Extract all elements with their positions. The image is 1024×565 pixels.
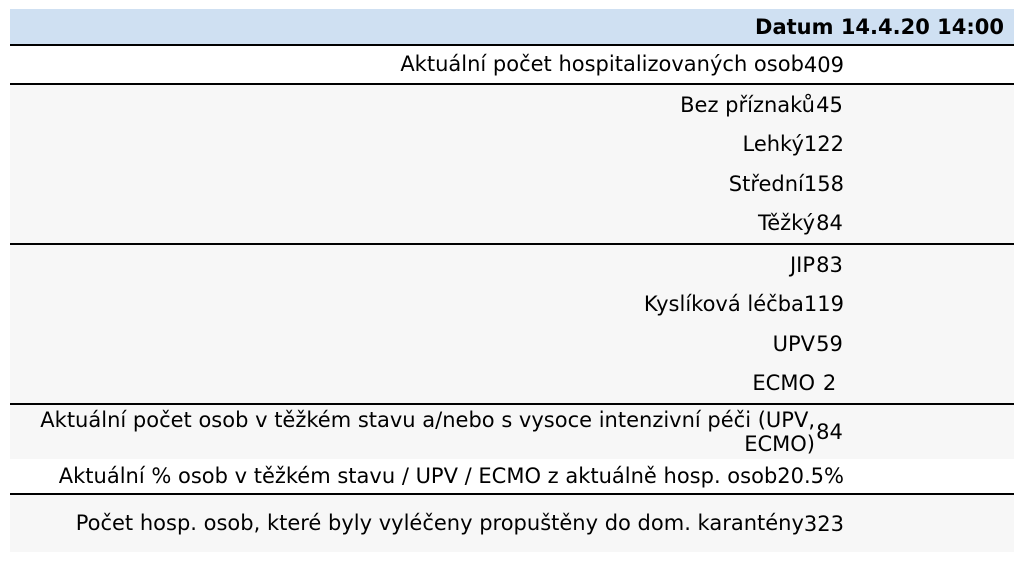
row-value: 45 <box>816 92 843 117</box>
row-value: 119 <box>803 292 844 317</box>
table-row <box>10 204 1014 244</box>
table-row <box>10 83 1014 125</box>
date-header: Datum 14.4.20 14:00 <box>10 9 1014 46</box>
row-label: Aktuální % osob v těžkém stavu / UPV / ECMO z aktuálně hosp. osob <box>58 463 778 488</box>
row-label: Kyslíková léčba <box>643 292 804 317</box>
row-label: Bez příznaků <box>680 92 815 117</box>
row-value: 83 <box>816 252 843 277</box>
row-label: Těžký <box>757 211 815 236</box>
table-row <box>10 459 1014 493</box>
row-label: UPV <box>772 331 815 356</box>
row-value: 20.5% <box>777 464 844 488</box>
table-row <box>10 364 1014 404</box>
row-value: 409 <box>803 52 844 77</box>
table-row <box>10 493 1014 552</box>
table-row <box>10 285 1014 325</box>
row-value: 2 <box>822 371 837 396</box>
row-value: 84 <box>816 211 843 236</box>
table-row <box>10 324 1014 364</box>
row-value: 323 <box>803 511 844 536</box>
table-row <box>10 125 1014 165</box>
row-label: JIP <box>789 252 815 277</box>
table-row <box>10 46 1014 83</box>
table-row <box>10 164 1014 204</box>
row-label: ECMO <box>752 371 815 396</box>
row-label: Lehký <box>742 132 804 157</box>
row-label: Aktuální počet osob v těžkém stavu a/nebo s vysoce intenzivní péči (UPV, ECMO) <box>40 407 815 456</box>
row-label: Počet hosp. osob, které byly vyléčeny propuštěny do dom. karantény <box>75 511 804 536</box>
row-label: Aktuální počet hospitalizovaných osob <box>400 52 804 77</box>
row-label: Střední <box>728 171 804 196</box>
row-value: 122 <box>803 132 844 157</box>
hospitalization-table <box>10 9 1014 552</box>
table-row <box>10 403 1014 459</box>
table-row <box>10 243 1014 285</box>
row-value: 84 <box>816 420 843 444</box>
row-value: 158 <box>803 171 844 196</box>
row-value: 59 <box>816 331 843 356</box>
